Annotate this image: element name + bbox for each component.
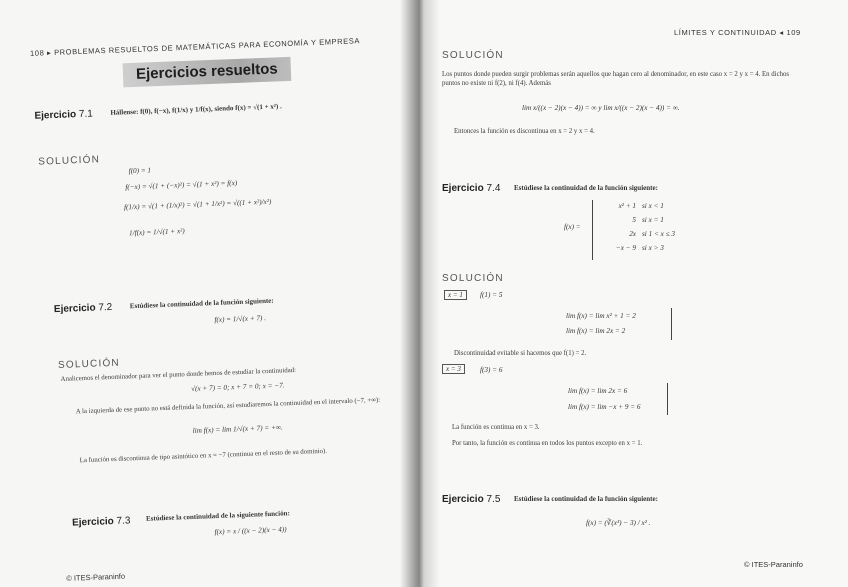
case-expr-2: 5 [632,216,636,224]
exercise-7-2-math-1: √(x + 7) = 0; x + 7 = 0; x = −7. [190,381,285,393]
exercise-7-2-statement: Estúdiese la continuidad de la función siguiente: [129,296,274,311]
exercise-7-2-solution-heading: SOLUCIÓN [57,357,121,372]
exercise-7-2-text-1: Analicemos el denominador para ver el punto donde hemos de estudiar la continuidad: [60,366,297,383]
exercise-7-2-math-2: lim f(x) = lim 1/√(x + 7) = +∞. [192,423,283,435]
exercise-7-2-heading [54,302,113,315]
exercise-7-1-solution-heading: SOLUCIÓN [38,154,101,168]
right-page [418,0,848,587]
exercise-7-2-text-2: A la izquierda de ese punto no está definida la función, así estudiaremos la continuidad en el intervalo (−7, +∞): [75,396,381,416]
exercise-7-1-heading [34,109,93,122]
exercise-7-5-statement: Estúdiese la continuidad de la función siguiente: [514,495,658,503]
exercise-number: 7.2 [98,301,113,314]
exercise-7-1-statement: Hállense: f(0), f(−x), f(1/x) y 1/f(x), siendo f(x) = √(1 + x²) . [110,102,282,117]
case-cond-1: si x < 1 [642,202,664,210]
exercise-7-4-conclusion: Por tanto, la función es continua en todos los puntos excepto en x = 1. [452,440,643,447]
exercise-7-3-math-1: lim x/((x − 2)(x − 4)) = ∞ y lim x/((x − 2)(x − 4)) = ∞. [522,104,680,112]
exercise-7-4-lhs: f(x) = [564,223,581,231]
right-footer: © ITES-Paraninfo [744,560,803,569]
exercise-7-1-line-4: 1/f(x) = 1/√(1 + x²) [128,227,185,238]
case-2-bracket [664,383,668,415]
case-2-box: x = 3 [442,364,465,374]
exercise-7-3-solution-heading: SOLUCIÓN [442,50,504,61]
exercise-7-4-solution-heading: SOLUCIÓN [442,273,504,284]
exercise-7-3-heading [72,515,131,528]
exercise-7-3-text-1: Los puntos donde pueden surgir problemas serán aquellos que hagan cero al denominador, en este caso x = 2 y x = 4. En dichos puntos no existe ni f(2), ni f(4). Además [442,71,790,87]
left-footer: © ITES-Paraninfo [66,571,126,583]
exercise-7-5-heading [442,494,500,505]
exercise-number: 7.3 [116,515,131,527]
case-1-box: x = 1 [444,290,467,300]
case-2-limit-right: lim f(x) = lim −x + 9 = 6 [568,403,641,411]
section-banner-title: Ejercicios resueltos [135,60,279,83]
exercise-label: Ejercicio [442,494,484,505]
left-running-head: 108 ▸ PROBLEMAS RESUELTOS DE MATEMÁTICAS PARA ECONOMÍA Y EMPRESA [29,36,361,58]
exercise-number: 7.4 [486,183,501,194]
exercise-7-3-statement: Estúdiese la continuidad de la siguiente función: [145,509,290,523]
case-cond-4: si x > 3 [642,244,664,252]
exercise-label: Ejercicio [53,302,96,316]
case-1-bracket [668,308,672,340]
right-running-head: LÍMITES Y CONTINUIDAD ◂ 109 [674,28,801,37]
exercise-7-5-formula: f(x) = (∛(x³) − 3) / x² . [586,519,651,527]
exercise-7-4-statement: Estúdiese la continuidad de la función siguiente: [514,184,658,192]
left-page-content [0,0,418,587]
exercise-7-2-text-3: La función es discontinua de tipo asintótico en x = −7 (continua en el resto de su dominio). [79,447,328,465]
exercise-7-2-formula: f(x) = 1/√(x + 7) . [214,314,267,325]
exercise-label: Ejercicio [71,516,115,529]
exercise-7-4-heading [442,183,500,194]
case-1-text: Discontinuidad evitable si hacemos que f(1) = 2. [454,350,587,357]
case-1-value: f(1) = 5 [480,291,503,299]
exercise-7-1-line-2: f(−x) = √(1 + (−x)²) = √(1 + x²) = f(x) [125,179,238,192]
case-1-limit-left: lim f(x) = lim x² + 1 = 2 [566,312,636,320]
case-expr-3: 2x [629,230,636,238]
section-banner [123,57,292,87]
exercise-7-3-text-2: Entonces la función es discontinua en x = 2 y x = 4. [454,128,595,135]
case-2-text: La función es continua en x = 3. [452,424,540,431]
exercise-7-3-formula: f(x) = x / ((x − 2)(x − 4)) [214,525,287,537]
case-2-limit-left: lim f(x) = lim 2x = 6 [568,387,628,395]
exercise-7-1-line-3: f(1/x) = √(1 + (1/x)²) = √(1 + 1/x²) = √((1 + x²)/x²) [123,197,272,212]
exercise-number: 7.5 [486,494,501,505]
exercise-7-1-line-1: f(0) = 1 [128,166,152,176]
exercise-label: Ejercicio [34,109,77,122]
exercise-label: Ejercicio [442,183,484,194]
case-cond-2: si x = 1 [642,216,664,224]
cases-brace [592,200,595,260]
case-1-limit-right: lim f(x) = lim 2x = 2 [566,327,626,335]
exercise-number: 7.1 [78,108,94,121]
left-page [0,0,418,587]
case-cond-3: si 1 < x ≤ 3 [642,230,675,238]
case-expr-1: x² + 1 [618,202,636,210]
case-2-value: f(3) = 6 [480,366,503,374]
case-expr-4: −x − 9 [615,244,636,252]
